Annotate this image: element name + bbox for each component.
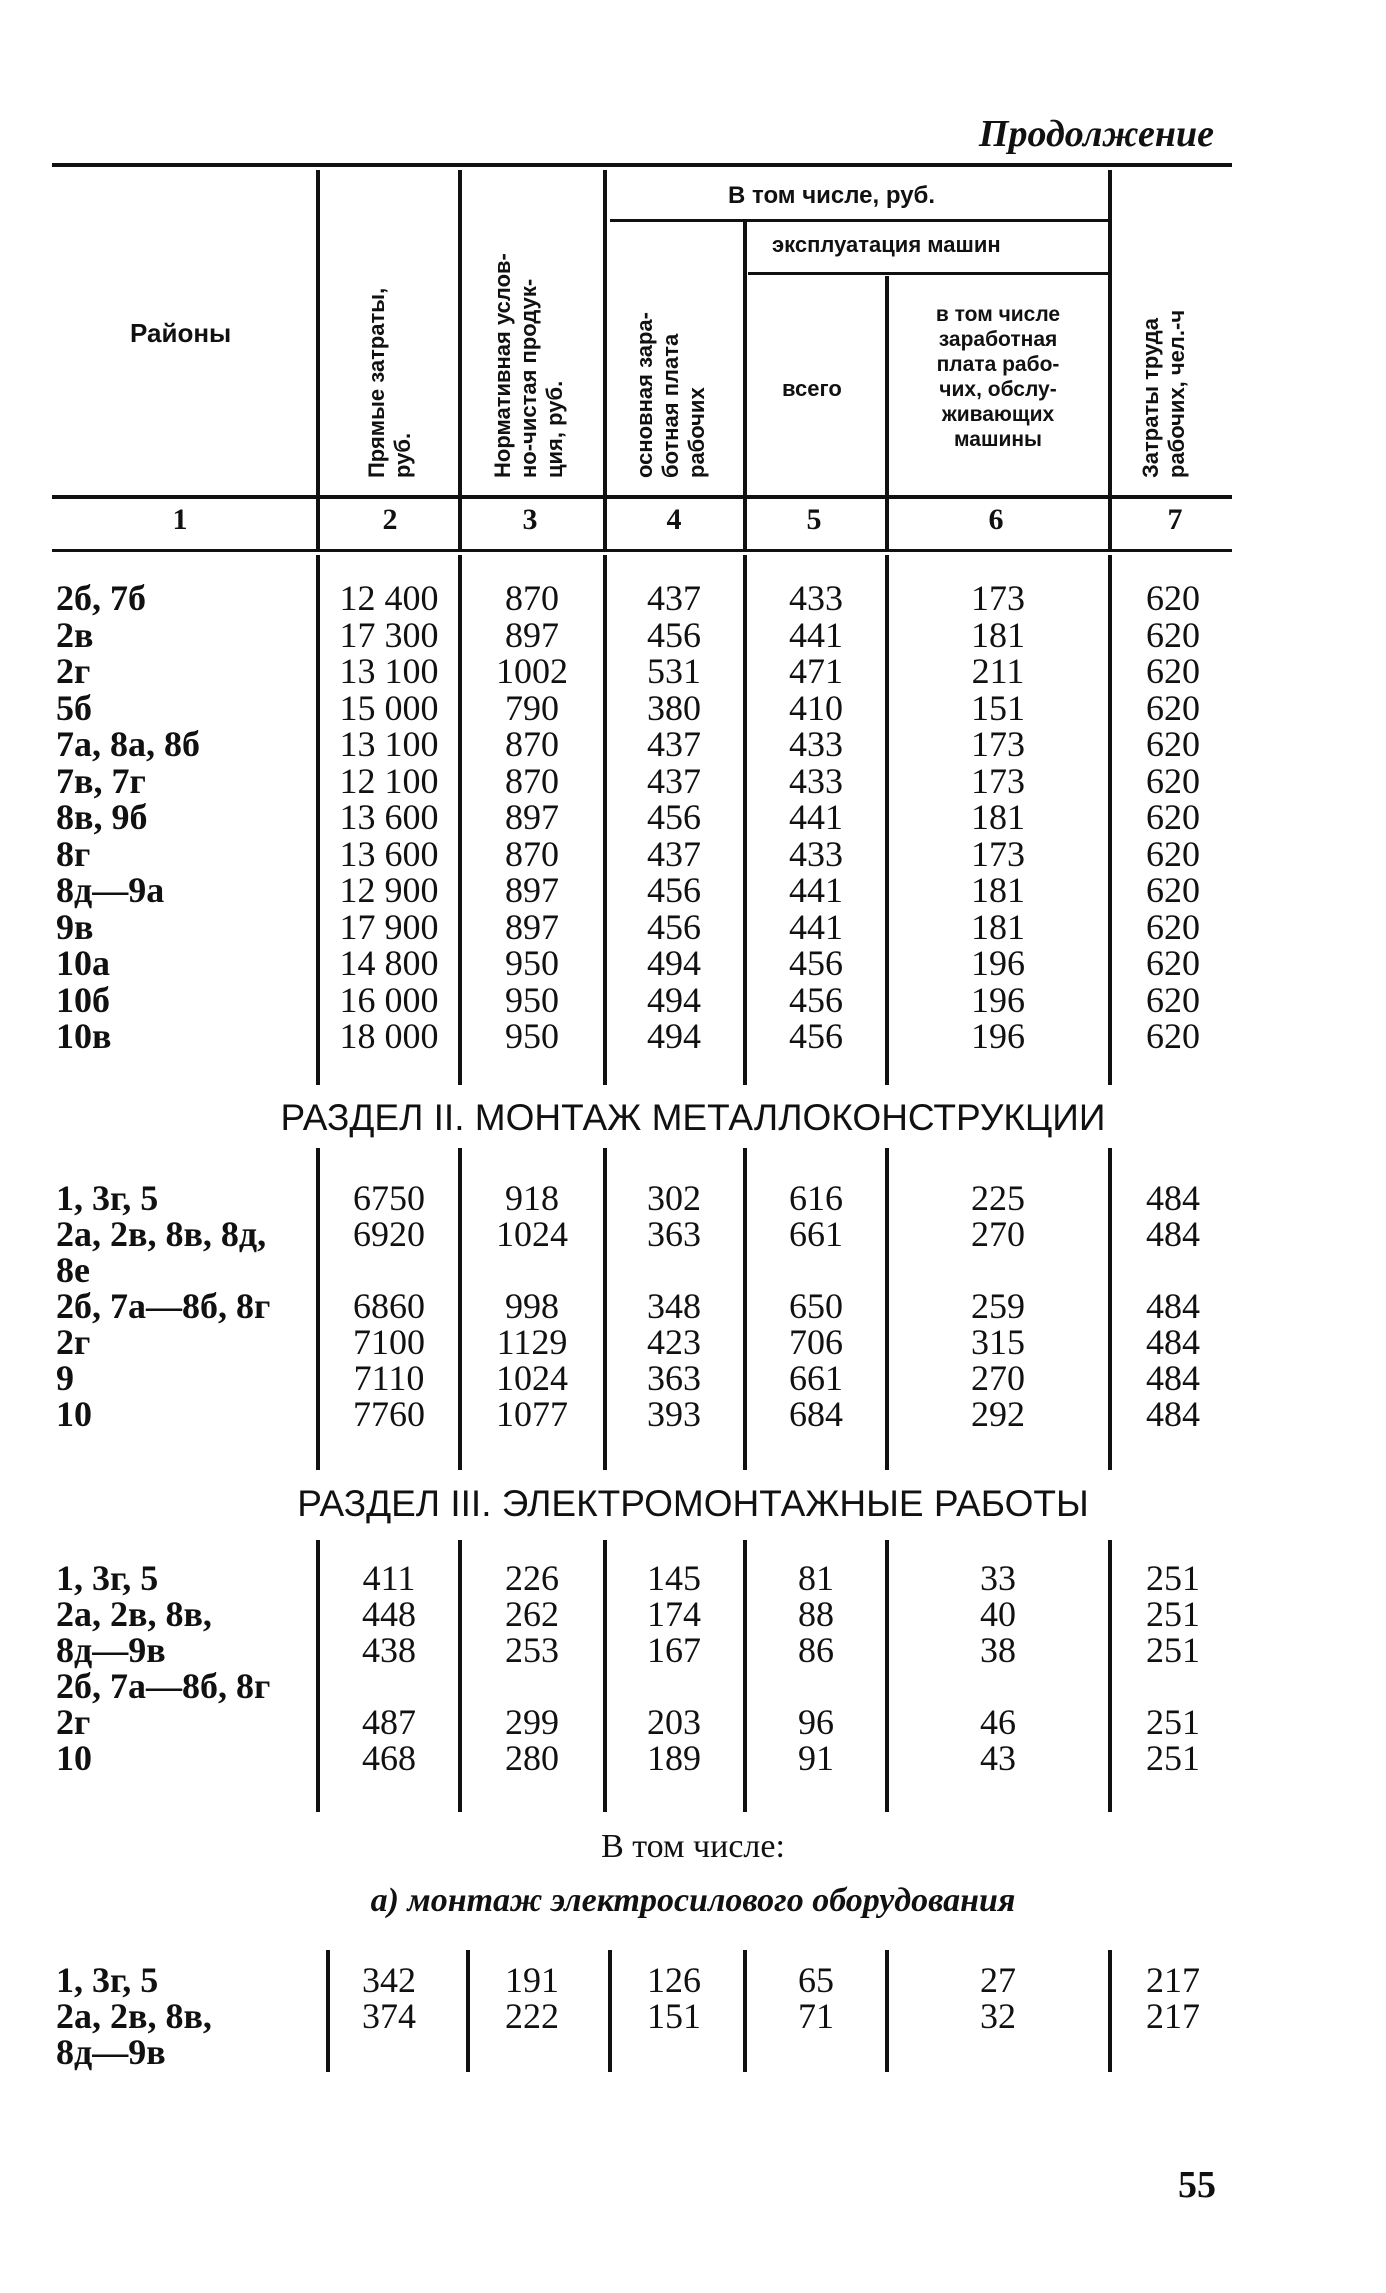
value-cell: 222 [505, 1996, 559, 2036]
value-cell: 203 [647, 1702, 701, 1742]
value-cell: 211 [971, 651, 1025, 691]
district-cell: 2в [56, 614, 94, 655]
value-cell: 950 [505, 979, 559, 1020]
value-cell: 253 [505, 1630, 559, 1670]
value-cell: 897 [505, 797, 559, 837]
value-cell: 620 [1146, 906, 1200, 947]
section-2-title: РАЗДЕЛ II. МОНТАЖ МЕТАЛЛОКОНСТРУКЦИИ [280, 1097, 1106, 1138]
section-3-title: РАЗДЕЛ III. ЭЛЕКТРОМОНТАЖНЫЕ РАБОТЫ [297, 1483, 1089, 1524]
value-cell: 620 [1146, 870, 1200, 910]
value-cell: 620 [1146, 651, 1200, 691]
district-cell: 8в, 9б [56, 797, 148, 837]
district-cell: 2а, 2в, 8в, [56, 1996, 212, 2036]
value-cell: 81 [798, 1558, 834, 1598]
header-direct-costs: Прямые затраты, руб. [364, 287, 415, 478]
value-cell: 262 [505, 1594, 559, 1634]
district-cell: 1, 3г, 5 [56, 1178, 159, 1218]
value-cell: 393 [647, 1394, 701, 1434]
value-cell: 433 [789, 578, 843, 618]
value-cell: 456 [789, 943, 843, 983]
value-cell: 43 [980, 1738, 1016, 1778]
value-cell: 174 [647, 1594, 701, 1634]
value-cell: 456 [789, 1016, 843, 1056]
block-vline [743, 1148, 747, 1470]
including-rule [610, 219, 1110, 222]
block-vline [885, 1540, 889, 1812]
header-top-rule [52, 163, 1232, 167]
header-vline [1108, 170, 1112, 550]
value-cell: 438 [362, 1630, 416, 1670]
value-cell: 870 [505, 578, 559, 618]
value-cell: 870 [505, 833, 559, 874]
value-cell: 88 [798, 1594, 834, 1634]
value-cell: 484 [1146, 1394, 1200, 1434]
value-cell: 870 [505, 760, 559, 801]
value-cell: 620 [1146, 833, 1200, 874]
value-cell: 1129 [496, 1322, 568, 1362]
block-vline [743, 1540, 747, 1812]
block-vline [885, 555, 889, 1085]
value-cell: 897 [505, 870, 559, 910]
district-cell: 2б, 7а—8б, 8г [56, 1286, 271, 1326]
value-cell: 620 [1146, 687, 1200, 728]
value-cell: 173 [971, 578, 1025, 618]
value-cell: 151 [647, 1996, 701, 2036]
col-number: 5 [806, 503, 822, 536]
district-cell: 2г [56, 651, 91, 691]
value-cell: 411 [362, 1558, 416, 1598]
value-cell: 471 [789, 651, 843, 691]
district-cell: 8е [56, 1250, 90, 1290]
value-cell: 14 800 [339, 943, 439, 983]
value-cell: 270 [971, 1214, 1025, 1254]
district-cell: 9в [56, 906, 94, 947]
value-cell: 918 [505, 1178, 559, 1218]
value-cell: 1024 [496, 1358, 568, 1398]
header-machine-operation: эксплуатация машин [772, 232, 1001, 257]
value-cell: 374 [362, 1996, 416, 2036]
value-cell: 494 [647, 943, 701, 983]
col-number: 4 [666, 503, 682, 536]
block-vline [743, 1950, 747, 2072]
block-vline [1108, 1148, 1112, 1470]
value-cell: 12 400 [339, 578, 439, 618]
value-cell: 380 [647, 687, 701, 728]
block-vline [316, 555, 320, 1085]
value-cell: 196 [971, 1016, 1025, 1056]
block-vline [885, 1148, 889, 1470]
value-cell: 441 [789, 614, 843, 655]
value-cell: 251 [1146, 1558, 1200, 1598]
value-cell: 410 [789, 687, 843, 728]
value-cell: 998 [505, 1286, 559, 1326]
district-cell: 5б [56, 687, 92, 728]
block-vline [1108, 1950, 1112, 2072]
value-cell: 620 [1146, 760, 1200, 801]
continuation-label: Продолжение [978, 113, 1214, 155]
value-cell: 1002 [496, 651, 568, 691]
value-cell: 38 [980, 1630, 1016, 1670]
value-cell: 437 [647, 760, 701, 801]
value-cell: 181 [971, 906, 1025, 947]
district-cell: 2б, 7б [56, 578, 146, 618]
district-cell: 8д—9а [56, 870, 165, 910]
value-cell: 91 [798, 1738, 834, 1778]
value-cell: 616 [789, 1178, 843, 1218]
value-cell: 456 [647, 614, 701, 655]
value-cell: 86 [798, 1630, 834, 1670]
district-cell: 7в, 7г [56, 760, 146, 801]
block-vline [1108, 1540, 1112, 1812]
header-districts: Районы [130, 318, 232, 348]
value-cell: 280 [505, 1738, 559, 1778]
value-cell: 363 [647, 1358, 701, 1398]
value-cell: 620 [1146, 724, 1200, 764]
value-cell: 950 [505, 1016, 559, 1056]
header-base-wage: основная зара- ботная плата рабочих [632, 312, 709, 478]
value-cell: 348 [647, 1286, 701, 1326]
district-cell: 8г [56, 833, 91, 874]
value-cell: 531 [647, 651, 701, 691]
district-cell: 2г [56, 1322, 91, 1362]
value-cell: 299 [505, 1702, 559, 1742]
block-vline [603, 1540, 607, 1812]
value-cell: 456 [647, 797, 701, 837]
block-vline [458, 1148, 462, 1470]
value-cell: 173 [971, 724, 1025, 764]
value-cell: 363 [647, 1214, 701, 1254]
col-number: 7 [1167, 503, 1183, 536]
value-cell: 897 [505, 906, 559, 947]
header-vline [885, 276, 889, 550]
value-cell: 6860 [353, 1286, 425, 1326]
value-cell: 437 [647, 833, 701, 874]
block-vline [458, 1540, 462, 1812]
value-cell: 17 900 [339, 906, 439, 947]
col-number: 2 [382, 503, 398, 536]
colnum-bottom-rule [52, 549, 1232, 552]
value-cell: 32 [980, 1996, 1016, 2036]
machines-rule [748, 272, 1110, 275]
block-vline [1108, 555, 1112, 1085]
block-vline [316, 1540, 320, 1812]
value-cell: 620 [1146, 797, 1200, 837]
value-cell: 620 [1146, 943, 1200, 983]
value-cell: 96 [798, 1702, 834, 1742]
value-cell: 950 [505, 943, 559, 983]
value-cell: 167 [647, 1630, 701, 1670]
district-cell: 10в [56, 1016, 112, 1056]
value-cell: 7760 [353, 1394, 425, 1434]
value-cell: 433 [789, 724, 843, 764]
value-cell: 441 [789, 797, 843, 837]
value-cell: 468 [362, 1738, 416, 1778]
value-cell: 448 [362, 1594, 416, 1634]
value-cell: 196 [971, 943, 1025, 983]
block-vline [743, 555, 747, 1085]
value-cell: 251 [1146, 1630, 1200, 1670]
district-cell: 1, 3г, 5 [56, 1558, 159, 1598]
value-cell: 620 [1146, 614, 1200, 655]
header-vline [603, 170, 607, 550]
value-cell: 684 [789, 1394, 843, 1434]
value-cell: 433 [789, 760, 843, 801]
header-total: всего [782, 376, 842, 401]
district-cell: 7а, 8а, 8б [56, 724, 200, 764]
value-cell: 217 [1146, 1996, 1200, 2036]
value-cell: 259 [971, 1286, 1025, 1326]
value-cell: 661 [789, 1214, 843, 1254]
block-vline [458, 555, 462, 1085]
value-cell: 433 [789, 833, 843, 874]
value-cell: 16 000 [339, 979, 439, 1020]
value-cell: 423 [647, 1322, 701, 1362]
value-cell: 196 [971, 979, 1025, 1020]
district-cell: 10 [56, 1394, 92, 1434]
value-cell: 441 [789, 906, 843, 947]
value-cell: 270 [971, 1358, 1025, 1398]
value-cell: 173 [971, 760, 1025, 801]
value-cell: 225 [971, 1178, 1025, 1218]
value-cell: 17 300 [339, 614, 439, 655]
subsection-a-title: а) монтаж электросилового оборудования [370, 1882, 1016, 1919]
block-vline [603, 1148, 607, 1470]
value-cell: 18 000 [339, 1016, 439, 1056]
value-cell: 40 [980, 1594, 1016, 1634]
value-cell: 217 [1146, 1960, 1200, 2000]
header-vline [743, 222, 747, 550]
value-cell: 620 [1146, 1016, 1200, 1056]
district-cell: 10а [56, 943, 110, 983]
value-cell: 437 [647, 724, 701, 764]
block-vline [885, 1950, 889, 2072]
value-cell: 71 [798, 1996, 834, 2036]
district-cell: 1, 3г, 5 [56, 1960, 159, 2000]
value-cell: 487 [362, 1702, 416, 1742]
district-cell: 10 [56, 1738, 92, 1778]
district-cell: 10б [56, 979, 110, 1020]
value-cell: 191 [505, 1960, 559, 2000]
value-cell: 484 [1146, 1322, 1200, 1362]
header-vline [316, 170, 320, 550]
value-cell: 189 [647, 1738, 701, 1778]
header-normative-output: Нормативная услов- но-чистая продук- ция, руб. [490, 253, 567, 478]
value-cell: 484 [1146, 1286, 1200, 1326]
header-incl-wage: в том числе заработная плата рабо- чих, обслу- живающих машины [935, 303, 1061, 451]
value-cell: 12 900 [339, 870, 439, 910]
district-cell: 9 [56, 1358, 74, 1398]
value-cell: 484 [1146, 1178, 1200, 1218]
value-cell: 302 [647, 1178, 701, 1218]
value-cell: 173 [971, 833, 1025, 874]
header-including: В том числе, руб. [728, 182, 936, 209]
value-cell: 484 [1146, 1214, 1200, 1254]
value-cell: 27 [980, 1960, 1016, 2000]
value-cell: 292 [971, 1394, 1025, 1434]
district-cell: 2г [56, 1702, 91, 1742]
value-cell: 620 [1146, 979, 1200, 1020]
value-cell: 13 100 [339, 724, 439, 764]
value-cell: 13 600 [339, 833, 439, 874]
col-number: 6 [988, 503, 1004, 536]
block-vline [316, 1148, 320, 1470]
col-number: 3 [522, 503, 538, 536]
value-cell: 145 [647, 1558, 701, 1598]
value-cell: 661 [789, 1358, 843, 1398]
value-cell: 251 [1146, 1702, 1200, 1742]
value-cell: 181 [971, 797, 1025, 837]
value-cell: 484 [1146, 1358, 1200, 1398]
value-cell: 181 [971, 614, 1025, 655]
district-cell: 2а, 2в, 8в, 8д, [56, 1214, 267, 1254]
value-cell: 706 [789, 1322, 843, 1362]
value-cell: 251 [1146, 1594, 1200, 1634]
value-cell: 13 100 [339, 651, 439, 691]
value-cell: 456 [647, 906, 701, 947]
including-note: В том числе: [601, 1828, 785, 1865]
district-cell: 8д—9в [56, 2032, 166, 2072]
value-cell: 870 [505, 724, 559, 764]
page-number: 55 [1178, 2164, 1216, 2206]
value-cell: 897 [505, 614, 559, 655]
district-cell: 2б, 7а—8б, 8г [56, 1666, 271, 1706]
value-cell: 650 [789, 1286, 843, 1326]
value-cell: 456 [647, 870, 701, 910]
value-cell: 65 [798, 1960, 834, 2000]
district-cell: 2а, 2в, 8в, [56, 1594, 212, 1634]
value-cell: 7110 [353, 1358, 425, 1398]
value-cell: 6920 [353, 1214, 425, 1254]
value-cell: 15 000 [339, 687, 439, 728]
value-cell: 181 [971, 870, 1025, 910]
value-cell: 494 [647, 979, 701, 1020]
value-cell: 315 [971, 1322, 1025, 1362]
value-cell: 126 [647, 1960, 701, 2000]
value-cell: 251 [1146, 1738, 1200, 1778]
value-cell: 494 [647, 1016, 701, 1056]
value-cell: 12 100 [339, 760, 439, 801]
value-cell: 13 600 [339, 797, 439, 837]
col-number: 1 [172, 503, 188, 536]
value-cell: 441 [789, 870, 843, 910]
header-labor: Затраты труда рабочих, чел.-ч [1138, 309, 1189, 478]
value-cell: 1077 [496, 1394, 568, 1434]
value-cell: 151 [971, 687, 1025, 728]
value-cell: 620 [1146, 578, 1200, 618]
value-cell: 6750 [353, 1178, 425, 1218]
value-cell: 456 [789, 979, 843, 1020]
value-cell: 790 [505, 687, 559, 728]
header-vline [458, 170, 462, 550]
district-cell: 8д—9в [56, 1630, 166, 1670]
value-cell: 342 [362, 1960, 416, 2000]
value-cell: 46 [980, 1702, 1016, 1742]
value-cell: 226 [505, 1558, 559, 1598]
value-cell: 7100 [353, 1322, 425, 1362]
value-cell: 437 [647, 578, 701, 618]
value-cell: 1024 [496, 1214, 568, 1254]
value-cell: 33 [980, 1558, 1016, 1598]
block-vline [603, 555, 607, 1085]
header-bottom-rule [52, 495, 1232, 499]
